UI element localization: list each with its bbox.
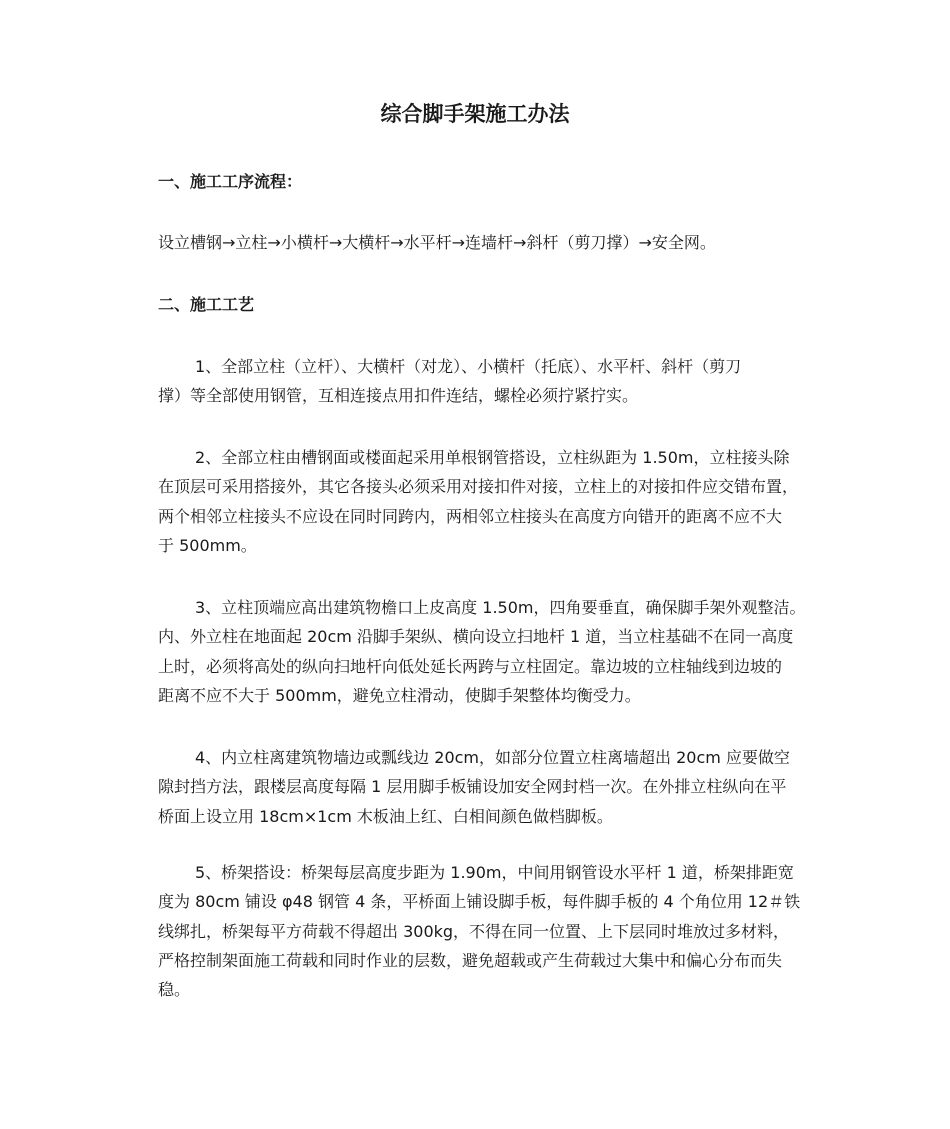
item-3-line-4: 距离不应不大于 500mm，避免立柱滑动，使脚手架整体均衡受力。	[158, 685, 641, 705]
item-2-line-4: 于 500mm。	[158, 535, 257, 555]
item-1-line-1: 1、全部立柱（立杆）、大横杆（对龙）、小横杆（托底）、水平杆、斜杆（剪刀	[195, 357, 742, 376]
item-3-paragraph	[121, 593, 839, 710]
item-3-line-3: 上时，必须将高处的纵向扫地杆向低处延长两跨与立柱固定。靠边坡的立柱轴线到边坡的	[158, 656, 783, 676]
item-4-line-3: 桥面上设立用 18cm×1cm 木板油上红、白相间颜色做档脚板。	[158, 806, 613, 826]
item-5-line-1: 5、桥架搭设：桥架每层高度步距为 1.90m，中间用钢管设水平杆 1 道，桥架排距宽	[195, 863, 794, 882]
document-title: 综合脚手架施工办法	[380, 102, 570, 126]
item-3-line-1: 3、立柱顶端应高出建筑物檐口上皮高度 1.50m，四角要垂直，确保脚手架外观整洁。	[195, 598, 806, 617]
item-5-line-4: 严格控制架面施工荷载和同时作业的层数，避免超载或产生荷载过大集中和偏心分布而失	[158, 950, 783, 970]
item-2-line-1: 2、全部立柱由槽钢面或楼面起采用单根钢管搭设，立柱纵距为 1.50m，立柱接头除	[195, 448, 790, 467]
process-flow-line: 设立槽钢→立柱→小横杆→大横杆→水平杆→连墙杆→斜杆（剪刀撑）→安全网。	[158, 233, 716, 252]
item-5-line-3: 线绑扎，桥架每平方荷载不得超出 300kg，不得在同一位置、上下层同时堆放过多材料，	[158, 921, 790, 941]
item-3-line-2: 内、外立柱在地面起 20cm 沿脚手架纵、横向设立扫地杆 1 道，当立柱基础不在同一高度	[158, 627, 794, 647]
item-2-paragraph	[121, 443, 839, 560]
item-4-line-1: 4、内立柱离建筑物墙边或瓢线边 20cm，如部分位置立柱离墙超出 20cm 应要做空	[195, 748, 790, 767]
section2-heading: 二、施工工艺	[158, 295, 255, 314]
item-2-line-3: 两个相邻立柱接头不应设在同时同跨内，两相邻立柱接头在高度方向错开的距离不应不大	[158, 506, 783, 526]
item-4-line-2: 隙封挡方法，跟楼层高度每隔 1 层用脚手板铺设加安全网封档一次。在外排立柱纵向在平	[158, 777, 787, 797]
item-4-paragraph	[121, 743, 839, 831]
section1-heading: 一、施工工序流程：	[158, 172, 303, 191]
item-5-line-2: 度为 80cm 铺设 φ48 钢管 4 条，平桥面上铺设脚手板，每件脚手板的 4 个角位用 12＃铁	[158, 892, 801, 912]
item-1-paragraph	[121, 352, 839, 411]
process-flow-text	[158, 228, 848, 257]
item-5-paragraph	[121, 858, 839, 1004]
item-2-line-2: 在顶层可采用搭接外，其它各接头必须采用对接扣件对接，立柱上的对接扣件应交错布置，	[158, 477, 799, 497]
item-1-line-2: 撑）等全部使用钢管，互相连接点用扣件连结，螺栓必须拧紧拧实。	[158, 386, 639, 406]
item-5-line-5: 稳。	[158, 980, 191, 1000]
